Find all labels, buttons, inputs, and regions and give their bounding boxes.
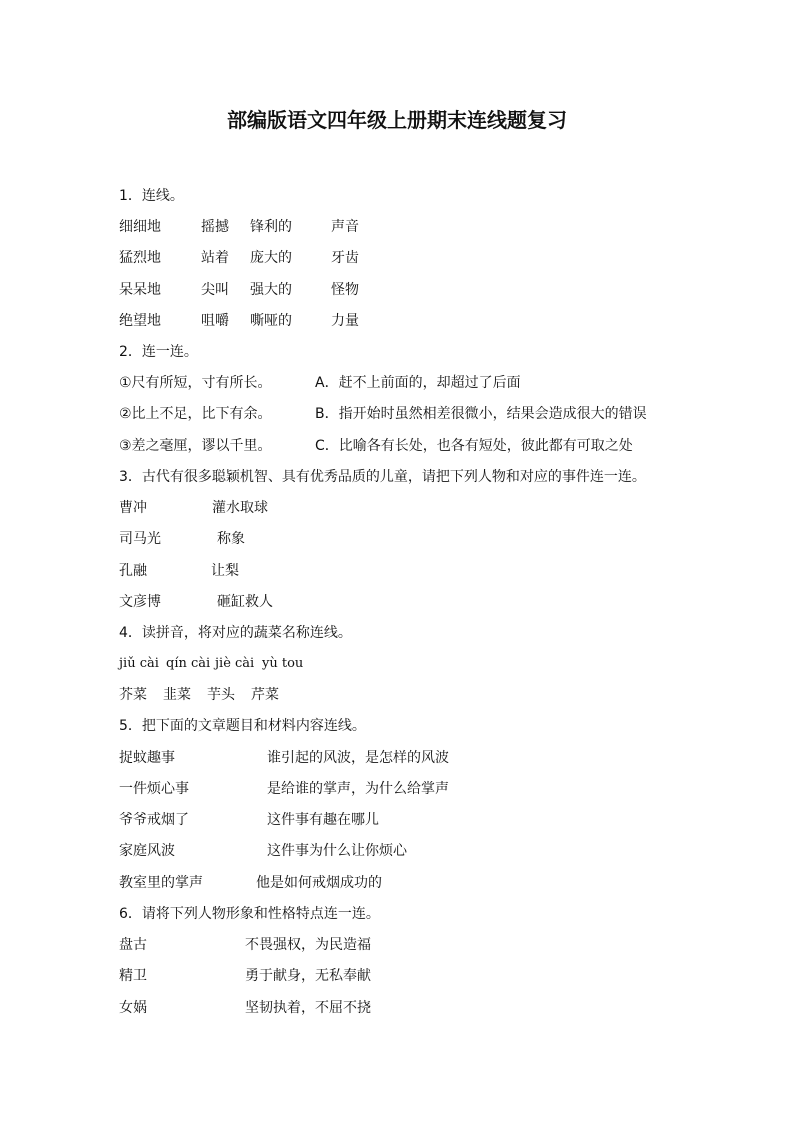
q4-word-row [119, 685, 339, 705]
q4-vegetable: 韭菜 [163, 687, 191, 703]
q5-content: 谁引起的风波，是怎样的风波 [267, 750, 449, 766]
q6-trait: 坚韧执着，不屈不挠 [245, 1000, 371, 1016]
q5-article-title: 家庭风波 [119, 843, 175, 859]
q6-character: 盘古 [119, 937, 147, 953]
q6-row [119, 935, 419, 955]
q5-article-title: 教室里的掌声 [119, 875, 203, 891]
q6-row [119, 998, 419, 1018]
q4-pinyin-row [119, 654, 339, 674]
q1-noun: 怪物 [331, 282, 359, 298]
q6-character: 女娲 [119, 1000, 147, 1016]
q2-proverb: ②比上不足，比下有余。 [119, 406, 272, 422]
q1-adjective: 强大的 [250, 282, 292, 298]
q3-heading: 3．古代有很多聪颖机智、具有优秀品质的儿童，请把下列人物和对应的事件连一连。 [119, 469, 646, 485]
q1-adverb: 呆呆地 [119, 282, 161, 298]
q3-event: 让梨 [211, 563, 239, 579]
q3-event: 砸缸救人 [217, 594, 273, 610]
q6-trait: 不畏强权，为民造福 [245, 937, 371, 953]
q2-meaning: B．指开始时虽然相差很微小，结果会造成很大的错误 [315, 406, 647, 422]
q2-heading: 2．连一连。 [119, 344, 198, 360]
q3-row [119, 498, 319, 518]
q1-verb: 尖叫 [201, 282, 229, 298]
q6-trait: 勇于献身，无私奉献 [245, 968, 371, 984]
q1-heading: 1．连线。 [119, 188, 184, 204]
q5-row [119, 748, 479, 768]
q5-row [119, 810, 479, 830]
q1-adverb: 绝望地 [119, 313, 161, 329]
q1-adverb: 猛烈地 [119, 250, 161, 266]
q1-noun: 牙齿 [331, 250, 359, 266]
q3-person: 司马光 [119, 531, 161, 547]
q6-character: 精卫 [119, 968, 147, 984]
q1-noun: 力量 [331, 313, 359, 329]
q1-verb: 站着 [201, 250, 229, 266]
q3-row [119, 592, 319, 612]
q3-row [119, 561, 319, 581]
q1-row [119, 248, 419, 268]
q5-row [119, 873, 479, 893]
q1-row [119, 311, 419, 331]
q1-adjective: 庞大的 [250, 250, 292, 266]
q5-content: 这件事有趣在哪儿 [267, 812, 379, 828]
q5-row [119, 841, 479, 861]
page-title: 部编版语文四年级上册期末连线题复习 [227, 108, 567, 132]
q1-row [119, 217, 419, 237]
q5-article-title: 捉蚊趣事 [119, 750, 175, 766]
q2-row [119, 436, 659, 456]
q1-row [119, 280, 419, 300]
q4-pinyin: yù tou [262, 656, 304, 671]
q4-vegetable: 芹菜 [251, 687, 279, 703]
q4-pinyin: qín cài [166, 656, 211, 671]
q2-row [119, 373, 659, 393]
q3-person: 孔融 [119, 563, 147, 579]
q5-article-title: 一件烦心事 [119, 781, 189, 797]
q2-meaning: A．赶不上前面的，却超过了后面 [315, 375, 521, 391]
q5-content: 他是如何戒烟成功的 [256, 875, 382, 891]
q5-content: 这件事为什么让你烦心 [267, 843, 407, 859]
q5-row [119, 779, 479, 799]
q4-pinyin: jiǔ cài [119, 656, 159, 671]
q6-row [119, 966, 419, 986]
q1-verb: 摇撼 [201, 219, 229, 235]
q3-person: 曹冲 [119, 500, 147, 516]
q4-vegetable: 芋头 [207, 687, 235, 703]
q6-heading: 6．请将下列人物形象和性格特点连一连。 [119, 906, 380, 922]
q1-verb: 咀嚼 [201, 313, 229, 329]
q4-vegetable: 芥菜 [119, 687, 147, 703]
q4-heading: 4．读拼音，将对应的蔬菜名称连线。 [119, 625, 352, 641]
q3-event: 称象 [217, 531, 245, 547]
q2-meaning: C．比喻各有长处，也各有短处，彼此都有可取之处 [315, 438, 633, 454]
q2-row [119, 404, 659, 424]
q2-proverb: ①尺有所短，寸有所长。 [119, 375, 272, 391]
q1-adjective: 锋利的 [250, 219, 292, 235]
q4-pinyin: jiè cài [215, 656, 255, 671]
q2-proverb: ③差之毫厘，谬以千里。 [119, 438, 272, 454]
q3-row [119, 529, 319, 549]
q5-content: 是给谁的掌声，为什么给掌声 [267, 781, 449, 797]
q5-heading: 5．把下面的文章题目和材料内容连线。 [119, 718, 366, 734]
q5-article-title: 爷爷戒烟了 [119, 812, 189, 828]
q1-noun: 声音 [331, 219, 359, 235]
q1-adjective: 嘶哑的 [250, 313, 292, 329]
q3-event: 灌水取球 [212, 500, 268, 516]
q1-adverb: 细细地 [119, 219, 161, 235]
q3-person: 文彦博 [119, 594, 161, 610]
